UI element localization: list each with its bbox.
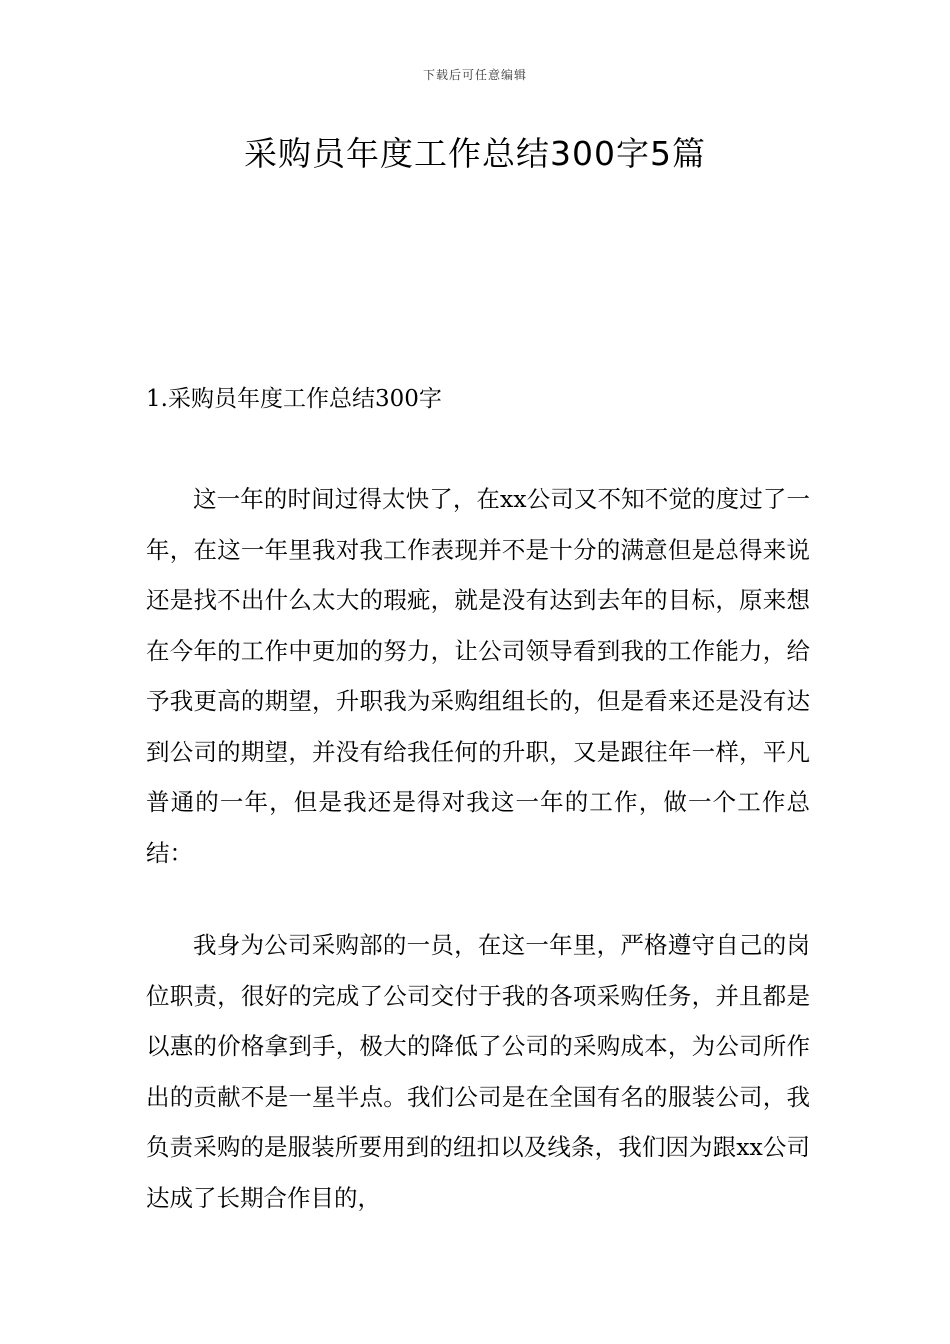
header-note: 下载后可任意编辑 — [422, 68, 527, 82]
document-title: 采购员年度工作总结300字5篇 — [244, 134, 706, 173]
paragraph-1: 这一年的时间过得太快了，在xx公司又不知不觉的度过了一年，在这一年里我对我工作表现并不是十分的满意但是总得来说还是找不出什么太大的瑕疵，就是没有达到去年的目标，原来想在今年的工作中更加的努力，让公司领导看到我的工作能力，给予我更高的期望，升职我为采购组组长的，但是看来还是没有达到公司的期望，并没有给我任何的升职，又是跟往年一样，平凡普通的一年，但是我还是得对我这一年的工作，做一个工作总结： — [146, 485, 810, 867]
paragraph-2: 我身为公司采购部的一员，在这一年里，严格遵守自己的岗位职责，很好的完成了公司交付于我的各项采购任务，并且都是以惠的价格拿到手，极大的降低了公司的采购成本，为公司所作出的贡献不是一星半点。我们公司是在全国有名的服装公司，我负责采购的是服装所要用到的纽扣以及线条，我们因为跟xx公司达成了长期合作目的， — [146, 931, 810, 1212]
section-heading: 1.采购员年度工作总结300字 — [146, 386, 442, 412]
